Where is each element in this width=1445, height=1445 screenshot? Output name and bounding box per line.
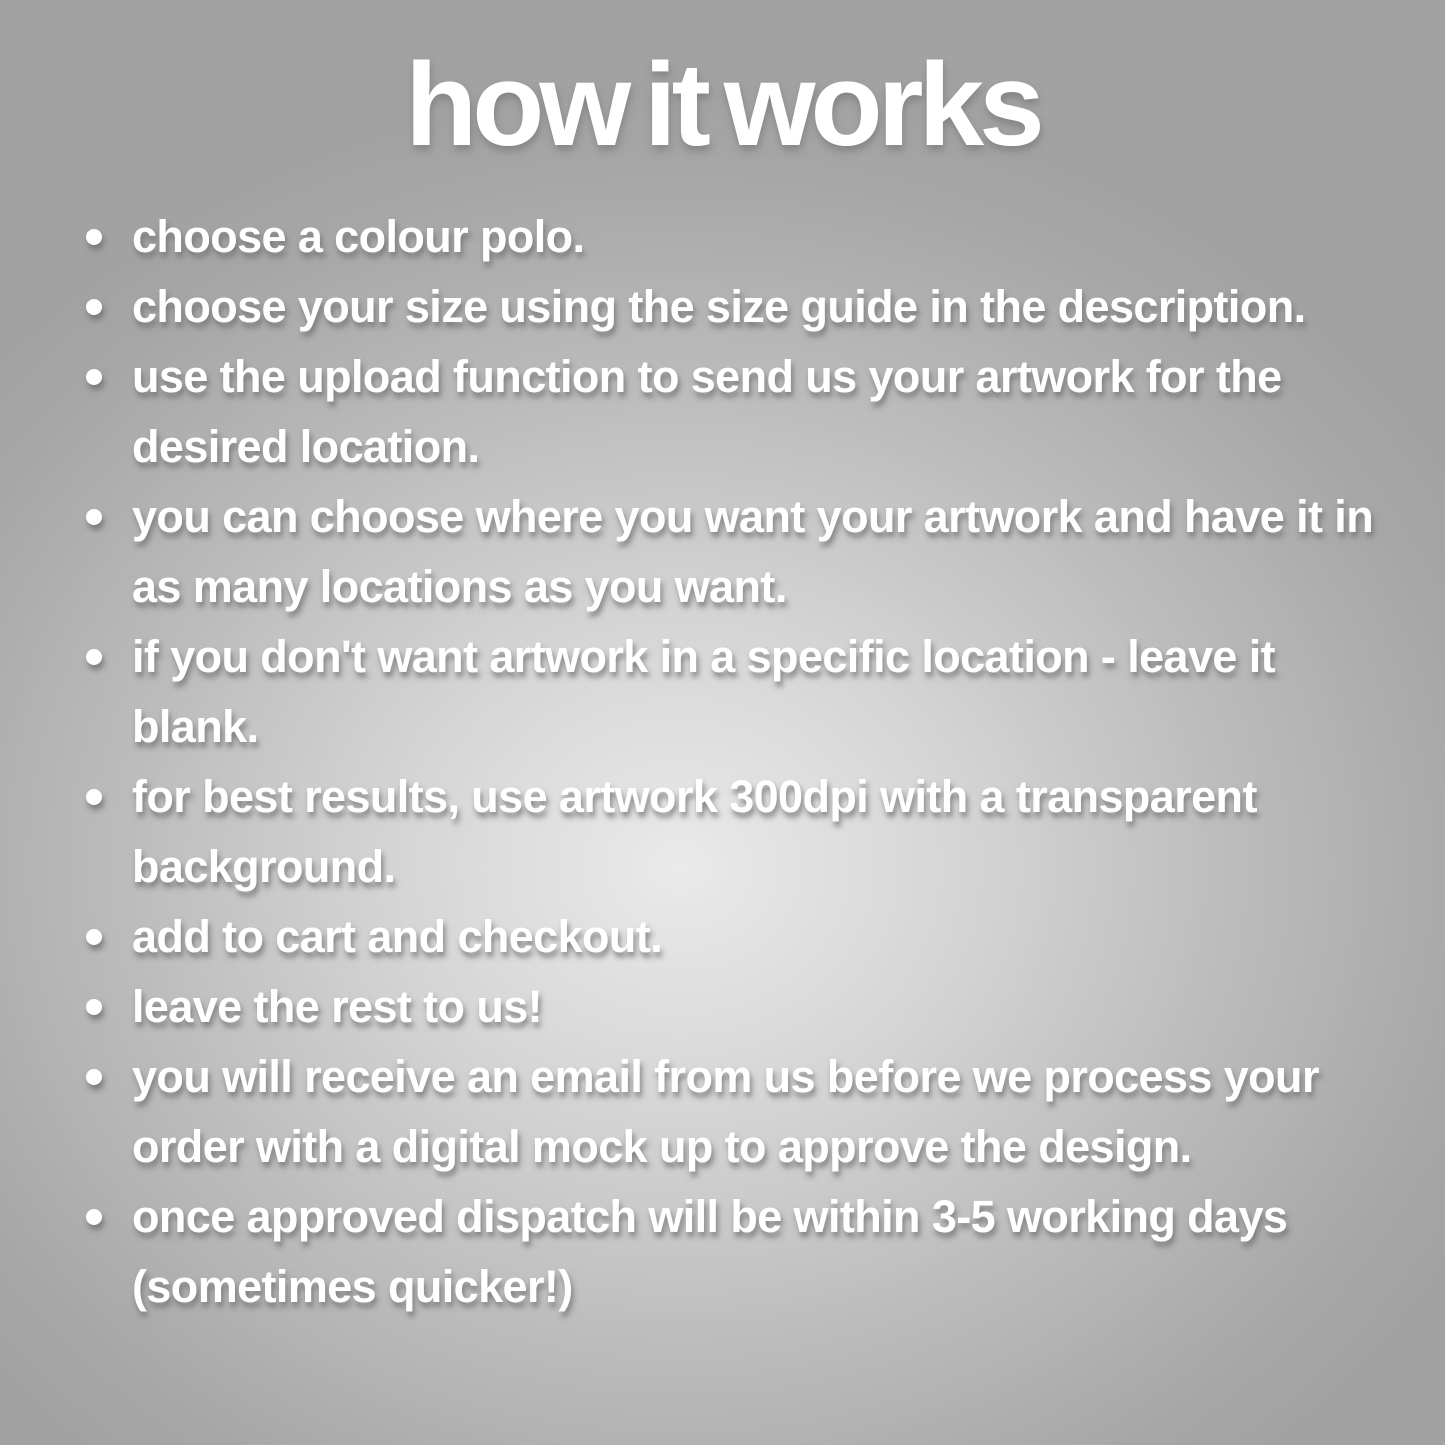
list-item-text: for best results, use artwork 300dpi with a transparent background. <box>132 770 1257 892</box>
bullet-dot <box>86 509 102 525</box>
bullet-dot <box>86 1209 102 1225</box>
list-item-text: if you don't want artwork in a specific location - leave it blank. <box>132 630 1276 752</box>
list-item <box>82 1042 1407 1182</box>
list-item-text: once approved dispatch will be within 3-5 working days (sometimes quicker!) <box>132 1190 1288 1312</box>
list-item <box>82 272 1407 342</box>
list-item <box>82 972 1407 1042</box>
bullet-dot <box>86 299 102 315</box>
list-item <box>82 762 1407 902</box>
bullet-dot <box>86 999 102 1015</box>
list-item-text: leave the rest to us! <box>132 980 543 1032</box>
list-item <box>82 342 1407 482</box>
list-item <box>82 1182 1407 1322</box>
bullet-dot <box>86 369 102 385</box>
bullet-dot <box>86 929 102 945</box>
list-item <box>82 902 1407 972</box>
list-item <box>82 202 1407 272</box>
list-item-text: add to cart and checkout. <box>132 910 663 962</box>
bullet-dot <box>86 789 102 805</box>
bullet-dot <box>86 229 102 245</box>
page-title: how it works <box>405 39 1040 171</box>
list-item-text: you can choose where you want your artwork and have it in as many locations as you want. <box>132 490 1374 612</box>
list-item <box>82 482 1407 622</box>
list-item <box>82 622 1407 762</box>
bullet-dot <box>86 649 102 665</box>
list-item-text: you will receive an email from us before we process your order with a digital mock up to approve the design. <box>132 1050 1319 1172</box>
list-item-text: choose your size using the size guide in the description. <box>132 280 1306 332</box>
bullet-dot <box>86 1069 102 1085</box>
list-item-text: choose a colour polo. <box>132 210 585 262</box>
list-item-text: use the upload function to send us your artwork for the desired location. <box>132 350 1282 472</box>
instructions-list <box>0 202 1445 1322</box>
